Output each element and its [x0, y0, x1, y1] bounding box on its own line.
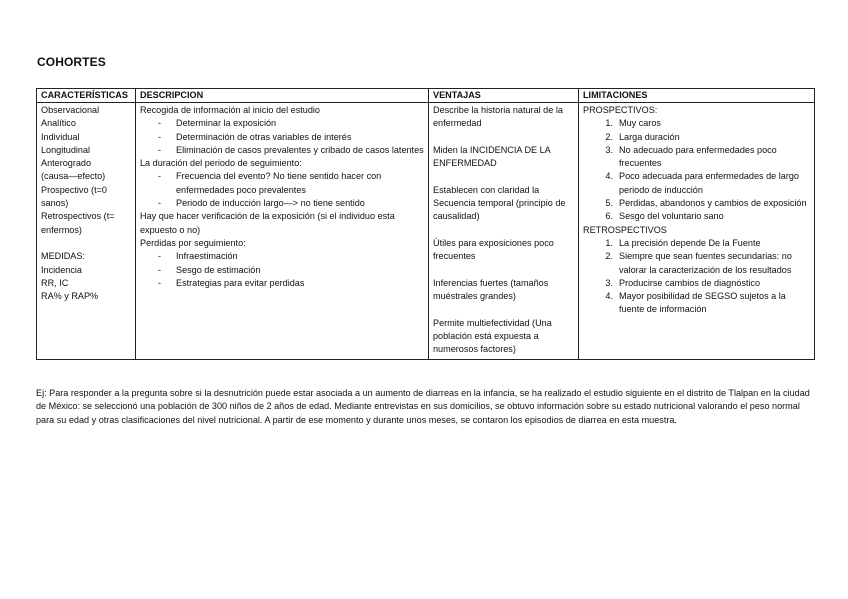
advantage-item: Útiles para exposiciones poco frecuentes [433, 237, 554, 262]
header-descripcion: DESCRIPCION [136, 89, 429, 103]
cohort-table [36, 88, 815, 360]
description-paragraph: Perdidas por seguimiento: [140, 237, 246, 248]
list-item: 2. Siempre que sean fuentes secundarias: no valorar la caracterización de los resultados [605, 251, 792, 275]
bullet-dash: - [158, 198, 162, 209]
spacer [433, 224, 574, 237]
measure-item: RR, IC [41, 277, 69, 288]
characteristic-item: Anterogrado [41, 158, 92, 169]
bullet-dash: - [158, 277, 162, 288]
measure-item: RA% y RAP% [41, 291, 99, 302]
table-row [37, 103, 815, 360]
list-item: - Eliminación de casos prevalentes y cribado de casos latentes [140, 144, 424, 157]
spacer [433, 303, 574, 316]
bullet-dash: - [158, 171, 162, 182]
cell-caracteristicas [37, 103, 136, 360]
measure-item: Incidencia [41, 264, 82, 275]
list-item: 3. No adecuado para enfermedades poco frecuentes [605, 144, 777, 169]
cell-limitaciones [579, 103, 815, 360]
bullet-dash: - [158, 118, 162, 129]
list-item: - Periodo de inducción largo—> no tiene sentido [140, 197, 424, 210]
cell-descripcion [136, 103, 429, 360]
list-item: - Infraestimación [140, 250, 424, 263]
list-item: 6. Sesgo del voluntario sano [605, 211, 724, 222]
characteristic-item: Individual [41, 131, 80, 142]
characteristic-item: Retrospectivos (t= [41, 211, 115, 222]
measures-label: MEDIDAS: [41, 251, 85, 262]
characteristic-item: enfermos) [41, 224, 82, 235]
list-item: 4. Mayor posibilidad de SEGSO sujetos a la fuente de información [605, 291, 786, 315]
header-caracteristicas: CARACTERÍSTICAS [37, 89, 136, 103]
retrospective-label: RETROSPECTIVOS [583, 224, 667, 235]
description-paragraph: La duración del periodo de seguimiento: [140, 158, 302, 169]
characteristic-item: Analítico [41, 118, 76, 129]
spacer [433, 170, 574, 183]
list-item: - Frecuencia del evento? No tiene sentido hacer con enfermedades poco prevalentes [140, 170, 424, 197]
advantage-item: Describe la historia natural de la enfermedad [433, 105, 563, 129]
spacer [41, 237, 131, 250]
header-ventajas: VENTAJAS [429, 89, 579, 103]
list-item: - Determinación de otras variables de interés [140, 131, 424, 144]
characteristic-item: Observacional [41, 105, 100, 115]
characteristic-item: Prospectivo (t=0 [41, 184, 107, 195]
description-paragraph: Recogida de información al inicio del estudio [140, 105, 320, 115]
advantage-item: Miden la INCIDENCIA DE LA ENFERMEDAD [433, 144, 551, 169]
advantage-item: Establecen con claridad la Secuencia temporal (principio de causalidad) [433, 184, 566, 222]
list-item: 5. Perdidas, abandonos y cambios de exposición [605, 198, 807, 209]
bullet-dash: - [158, 131, 162, 142]
list-item: 3. Producirse cambios de diagnóstico [605, 277, 761, 288]
prospective-label: PROSPECTIVOS: [583, 105, 658, 115]
characteristic-item: (causa—efecto) [41, 171, 106, 182]
list-item: 2. Larga duración [605, 131, 680, 142]
cell-ventajas [429, 103, 579, 360]
bullet-dash: - [158, 251, 162, 262]
header-limitaciones: LIMITACIONES [579, 89, 815, 103]
bullet-dash: - [158, 264, 162, 275]
characteristic-item: Longitudinal [41, 144, 91, 155]
advantage-item: Permite multiefectividad (Una población está expuesta a numerosos factores) [433, 317, 552, 355]
table-header-row [37, 89, 815, 103]
characteristic-item: sanos) [41, 198, 69, 209]
spacer [433, 264, 574, 277]
list-item: - Sesgo de estimación [140, 264, 424, 277]
list-item: - Determinar la exposición [140, 117, 424, 130]
list-item: 4. Poco adecuada para enfermedades de largo periodo de inducción [605, 171, 799, 195]
spacer [433, 131, 574, 144]
list-item: - Estrategias para evitar perdidas [140, 277, 424, 290]
list-item: 1. La precisión depende De la Fuente [605, 237, 761, 248]
description-paragraph: Hay que hacer verificación de la exposición (si el individuo esta expuesto o no) [140, 211, 395, 235]
list-item: 1. Muy caros [605, 118, 661, 129]
example-paragraph: Ej: Para responder a la pregunta sobre si la desnutrición puede estar asociada a un aumento de diarreas en la infancia, se ha realizado el estudio siguiente en el distrito de Tlalpan en la ciudad de México: se seleccionó una población de 300 niños de 2 años de edad. Mediante entrevistas en sus domicilios, se obtuvo información sobre su estado nutricional valorando el peso normal para su edad y otras clasificaciones del nivel nutricional. A partir de ese momento y durante unos meses, se contaron los episodios de diarrea en esta muestra. [36, 388, 810, 425]
bullet-dash: - [158, 144, 162, 155]
page-title: COHORTES [37, 55, 106, 69]
advantage-item: Inferencias fuertes (tamaños muéstrales grandes) [433, 277, 549, 302]
